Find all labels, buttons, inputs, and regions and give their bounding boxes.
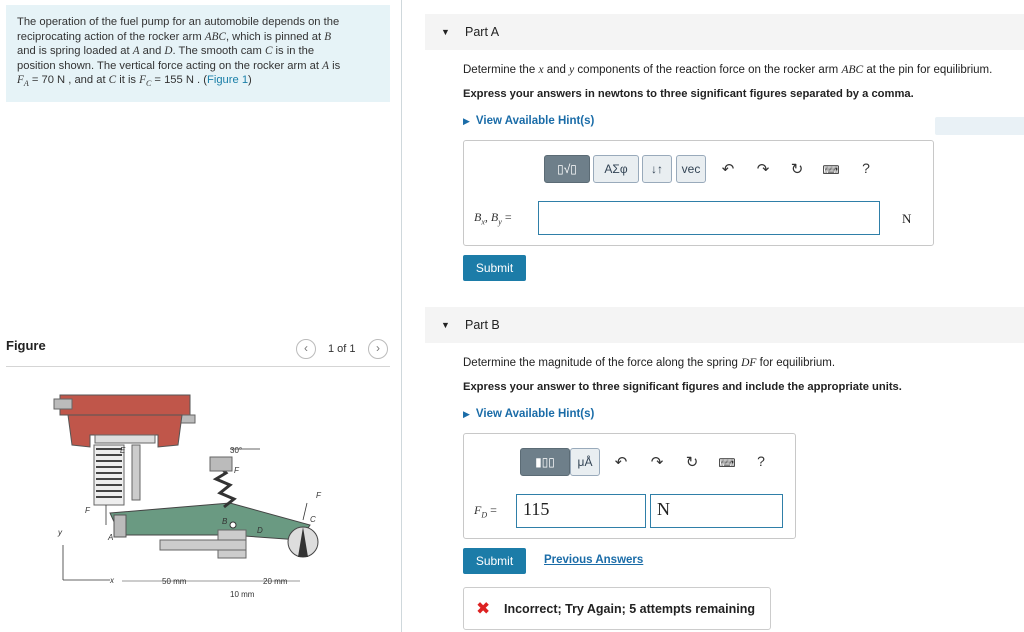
left-pane [0, 0, 402, 632]
part-a-unit: N [902, 211, 912, 226]
figure-counter: 1 of 1 [328, 343, 356, 355]
help-icon[interactable]: ? [757, 453, 765, 469]
redo-icon[interactable]: ↷ [650, 454, 664, 471]
label-d: D [257, 526, 263, 535]
part-a-header[interactable] [425, 14, 1024, 50]
figure-link[interactable]: Figure 1 [207, 74, 249, 87]
dim-50mm: 50 mm [162, 577, 187, 586]
greek-symbols-button[interactable]: ΑΣφ [593, 155, 639, 183]
incorrect-icon: ✖ [476, 599, 491, 618]
reset-icon[interactable]: ↻ [685, 454, 699, 471]
figure-prev-button[interactable] [296, 339, 316, 359]
part-b-answer-box [463, 433, 796, 539]
label-e: E [120, 446, 126, 455]
part-a-hint-link[interactable]: ▶ View Available Hint(s) [463, 115, 595, 127]
pin-b [230, 522, 236, 528]
label-y: y [58, 528, 62, 537]
part-b-hint-link[interactable]: ▶ View Available Hint(s) [463, 408, 595, 420]
reset-icon[interactable]: ↻ [790, 161, 804, 178]
part-a-answer-input[interactable] [538, 201, 880, 235]
label-x: x [110, 576, 114, 585]
units-button[interactable]: μÅ [570, 448, 600, 476]
rocker-arm [110, 503, 310, 540]
part-b-unit-input[interactable]: N [650, 494, 783, 528]
part-b-submit-button[interactable]: Submit [463, 548, 526, 574]
part-b-answer-label: $F_D$ = [474, 503, 497, 520]
label-a: A [108, 533, 114, 542]
figure-header [6, 334, 390, 367]
part-a-submit-button[interactable]: Submit [463, 255, 526, 281]
label-c: C [310, 515, 316, 524]
templates-button[interactable]: ▮▯▯ [520, 448, 570, 476]
redo-icon[interactable]: ↷ [756, 161, 770, 178]
arrows-button[interactable]: ↓↑ [642, 155, 672, 183]
label-fa: F [85, 506, 90, 515]
part-b-header[interactable] [425, 307, 1024, 343]
part-b-label: Part B [465, 318, 500, 332]
fuel-pump-figure [50, 385, 340, 600]
dim-10mm: 10 mm [230, 590, 255, 599]
expand-triangle-icon: ▶ [463, 409, 470, 419]
faint-button [935, 117, 1024, 135]
keyboard-icon[interactable]: ⌨ [718, 456, 736, 470]
label-fc: F [316, 491, 321, 500]
previous-answers-link[interactable]: Previous Answers [544, 554, 644, 566]
vec-button[interactable]: vec [676, 155, 706, 183]
undo-icon[interactable]: ↶ [614, 454, 628, 471]
part-a-label: Part A [465, 25, 500, 39]
label-f: F [234, 466, 239, 475]
problem-statement: The operation of the fuel pump for an automobile depends on the reciprocating action of the rocker arm ABC, which is pinned at B and is spring loaded at A and D. The smooth cam C is in the position shown. The vertical force acting on the rocker arm at A is $F_A = 70$ N , and at C it is $F_C = 155$ N . (Figure 1) [6, 5, 390, 102]
figure-next-button[interactable] [368, 339, 388, 359]
label-angle: 30° [230, 446, 243, 455]
feedback-message: Incorrect; Try Again; 5 attempts remaining [504, 602, 755, 616]
part-a-answer-label: $B_x$, $B_y$ = [474, 210, 512, 227]
feedback-box [463, 587, 771, 630]
part-b-instruction: Express your answer to three significant figures and include the appropriate units. [463, 381, 902, 393]
chevron-right-icon: › [376, 341, 380, 355]
help-icon[interactable]: ? [862, 160, 870, 176]
part-b-value-input[interactable]: 115 [516, 494, 646, 528]
label-b: B [222, 517, 228, 526]
part-a-question: Determine the x and y components of the reaction force on the rocker arm ABC at the pin for equilibrium. [463, 64, 993, 76]
pump-top [60, 395, 190, 415]
expand-triangle-icon: ▶ [463, 116, 470, 126]
collapse-triangle-icon: ▼ [441, 320, 450, 330]
collapse-triangle-icon: ▼ [441, 27, 450, 37]
right-pane [403, 0, 1024, 632]
part-b-question: Determine the magnitude of the force along the spring DF for equilibrium. [463, 357, 836, 369]
templates-button[interactable]: ▯√▯ [544, 155, 590, 183]
dim-20mm: 20 mm [263, 577, 288, 586]
part-a-instruction: Express your answers in newtons to three significant figures separated by a comma. [463, 88, 914, 100]
chevron-left-icon: ‹ [304, 341, 308, 355]
figure-title: Figure [6, 338, 46, 353]
keyboard-icon[interactable]: ⌨ [822, 163, 840, 177]
part-a-answer-box [463, 140, 934, 246]
undo-icon[interactable]: ↶ [721, 161, 735, 178]
